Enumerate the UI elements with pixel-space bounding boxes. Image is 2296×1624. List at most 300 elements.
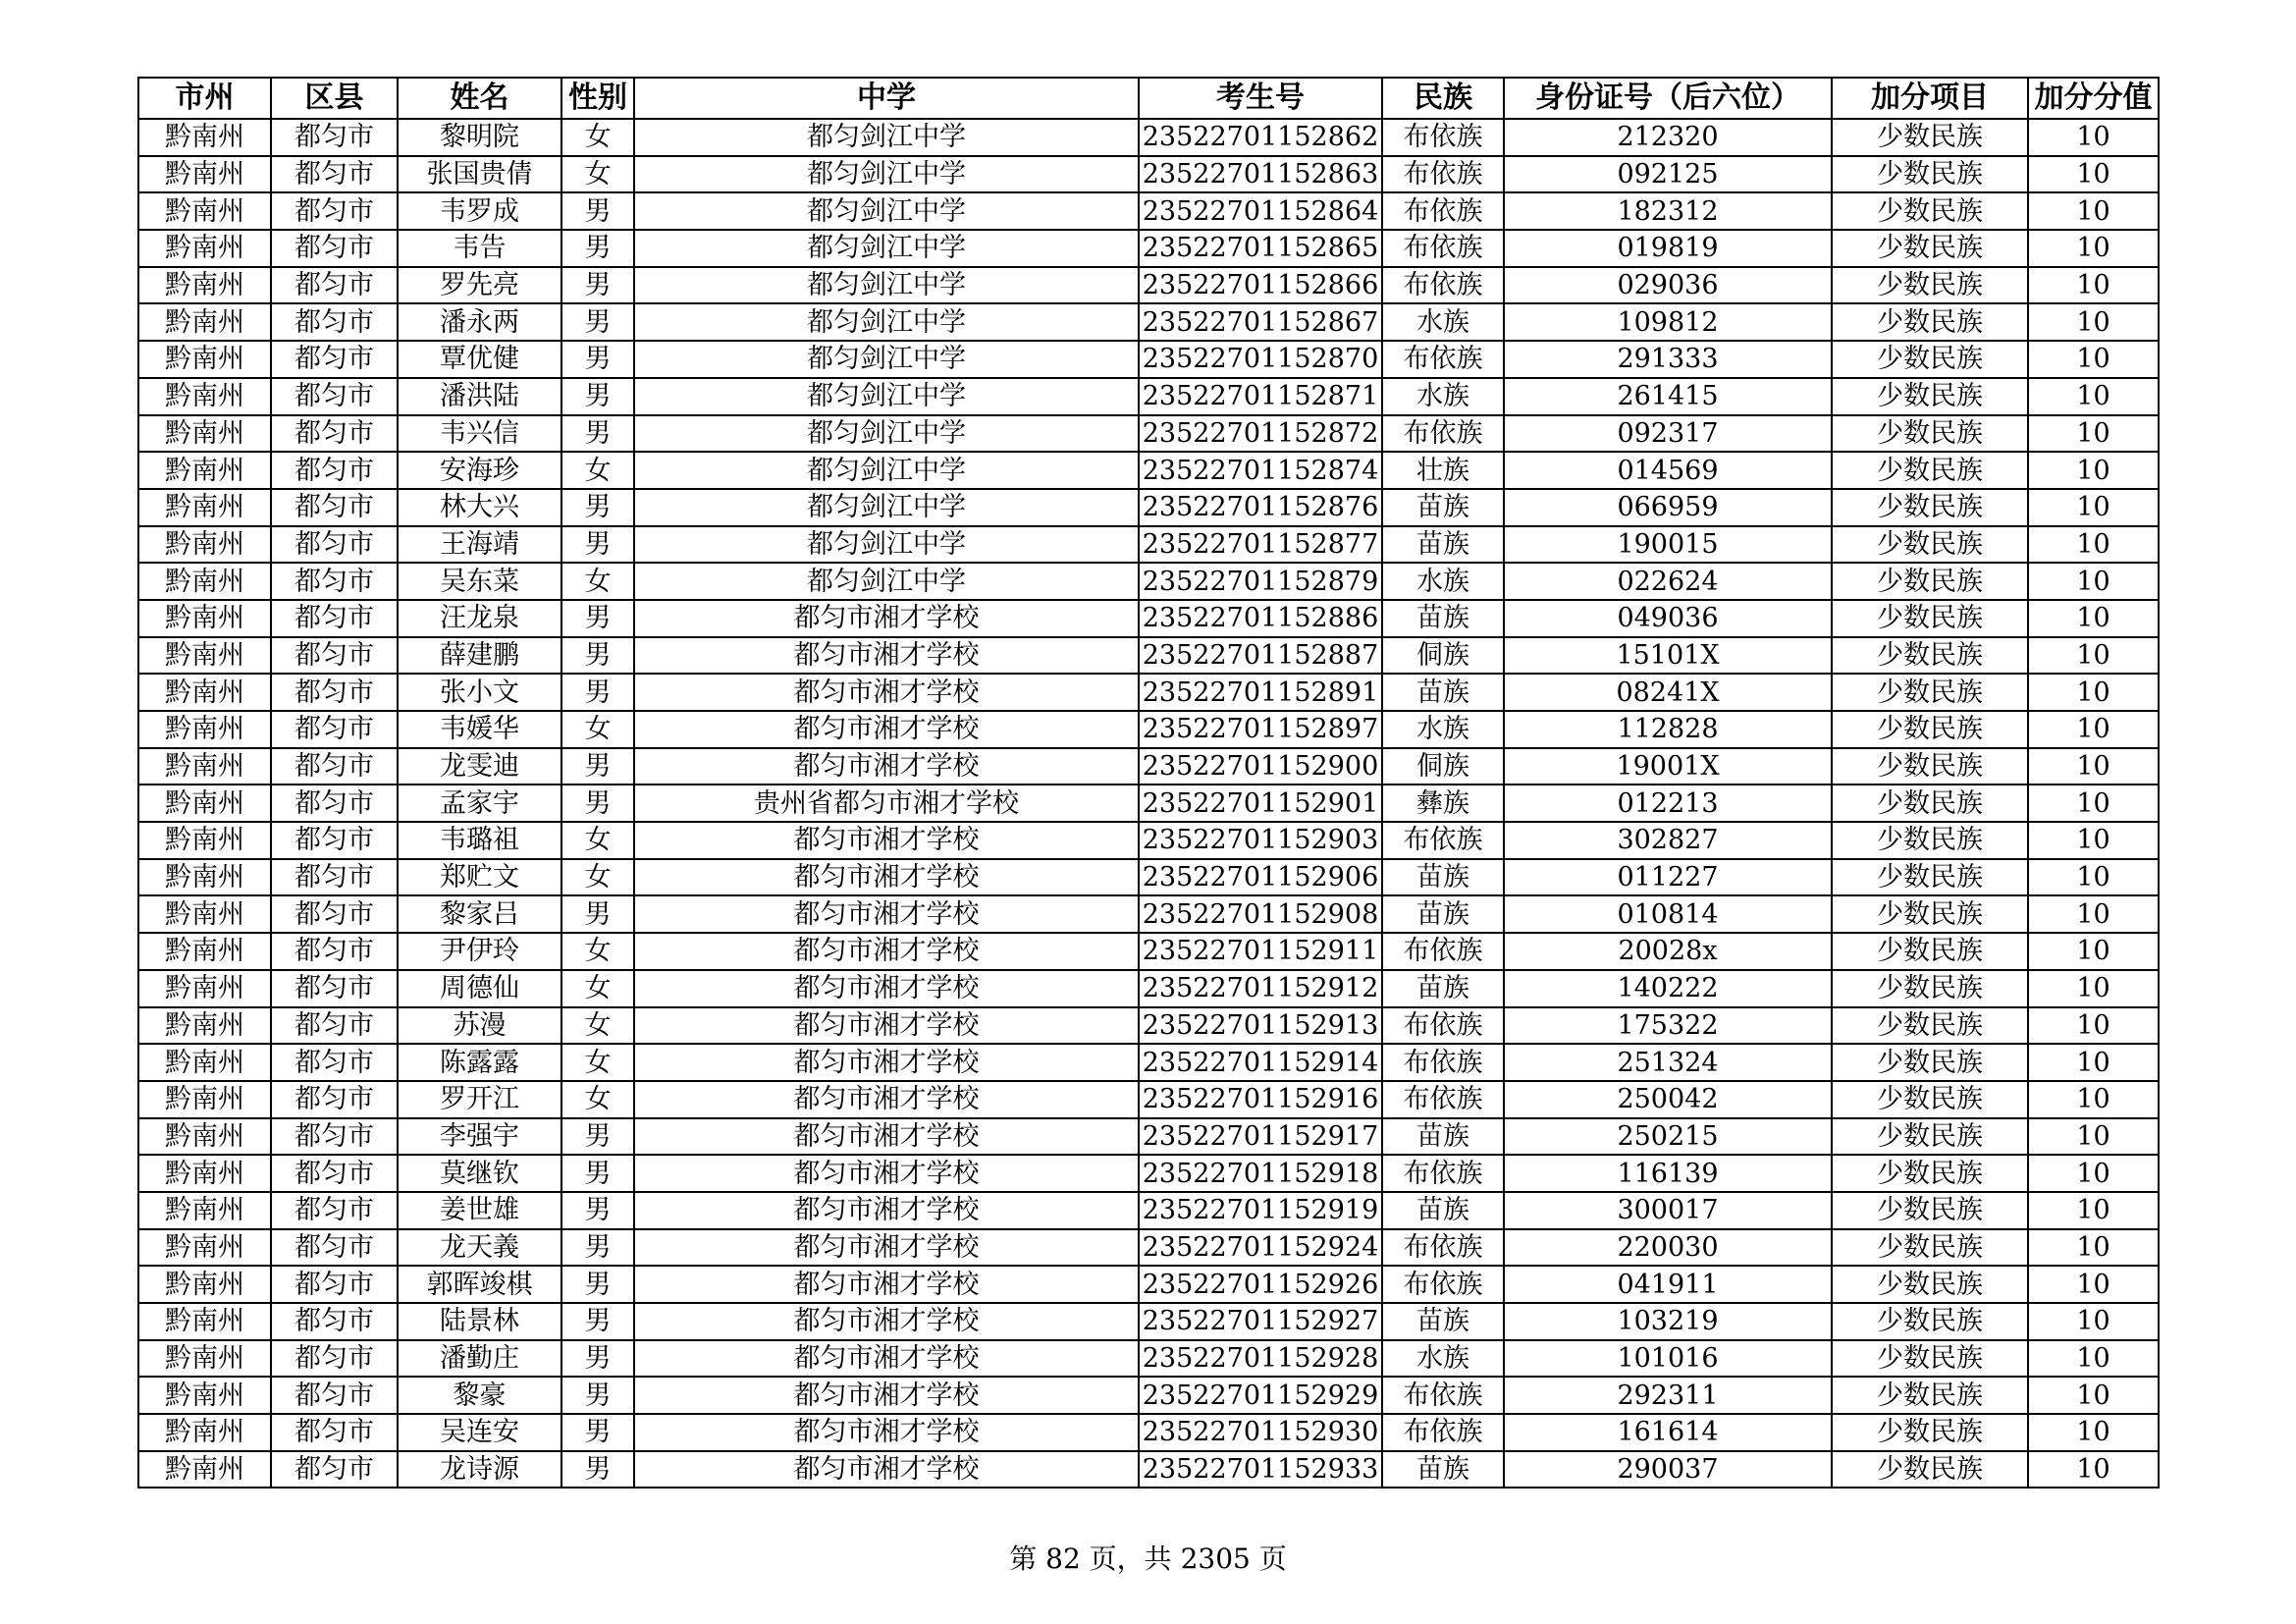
city-cell: 黔南州 — [138, 452, 271, 489]
bonus-value-cell: 10 — [2028, 1340, 2159, 1378]
city-cell: 黔南州 — [138, 785, 271, 822]
table-row — [138, 1118, 2159, 1156]
district-cell: 都匀市 — [271, 785, 398, 822]
ethnicity-cell: 水族 — [1382, 378, 1504, 415]
district-cell: 都匀市 — [271, 1007, 398, 1045]
gender-cell: 男 — [561, 303, 634, 341]
school-cell: 都匀市湘才学校 — [634, 822, 1139, 859]
bonus-value-cell: 10 — [2028, 1266, 2159, 1303]
school-cell: 都匀剑江中学 — [634, 489, 1139, 526]
table-row — [138, 1266, 2159, 1303]
header-bonus-value: 加分分值 — [2028, 78, 2159, 119]
bonus-item-cell: 少数民族 — [1832, 156, 2028, 193]
school-cell: 都匀剑江中学 — [634, 192, 1139, 230]
school-cell: 都匀市湘才学校 — [634, 970, 1139, 1007]
id-last-six-cell: 041911 — [1504, 1266, 1832, 1303]
gender-cell: 男 — [561, 1414, 634, 1451]
bonus-value-cell: 10 — [2028, 230, 2159, 267]
name-cell: 姜世雄 — [398, 1192, 561, 1229]
district-cell: 都匀市 — [271, 267, 398, 304]
school-cell: 都匀剑江中学 — [634, 156, 1139, 193]
id-last-six-cell: 291333 — [1504, 341, 1832, 378]
name-cell: 龙雯迪 — [398, 748, 561, 785]
header-city: 市州 — [138, 78, 271, 119]
gender-cell: 女 — [561, 933, 634, 970]
bonus-value-cell: 10 — [2028, 933, 2159, 970]
district-cell: 都匀市 — [271, 1229, 398, 1267]
id-last-six-cell: 212320 — [1504, 119, 1832, 156]
exam-number-cell: 23522701152918 — [1139, 1155, 1382, 1192]
bonus-item-cell: 少数民族 — [1832, 192, 2028, 230]
district-cell: 都匀市 — [271, 415, 398, 453]
bonus-item-cell: 少数民族 — [1832, 1155, 2028, 1192]
bonus-value-cell: 10 — [2028, 895, 2159, 933]
bonus-value-cell: 10 — [2028, 1377, 2159, 1414]
bonus-item-cell: 少数民族 — [1832, 1377, 2028, 1414]
name-cell: 莫继钦 — [398, 1155, 561, 1192]
city-cell: 黔南州 — [138, 822, 271, 859]
district-cell: 都匀市 — [271, 674, 398, 711]
exam-number-cell: 23522701152930 — [1139, 1414, 1382, 1451]
id-last-six-cell: 190015 — [1504, 526, 1832, 564]
city-cell: 黔南州 — [138, 1081, 271, 1118]
gender-cell: 男 — [561, 526, 634, 564]
city-cell: 黔南州 — [138, 1229, 271, 1267]
city-cell: 黔南州 — [138, 1414, 271, 1451]
id-last-six-cell: 116139 — [1504, 1155, 1832, 1192]
district-cell: 都匀市 — [271, 1266, 398, 1303]
table-row — [138, 933, 2159, 970]
city-cell: 黔南州 — [138, 674, 271, 711]
table-row — [138, 1007, 2159, 1045]
name-cell: 周德仙 — [398, 970, 561, 1007]
id-last-six-cell: 011227 — [1504, 859, 1832, 896]
ethnicity-cell: 侗族 — [1382, 748, 1504, 785]
header-school: 中学 — [634, 78, 1139, 119]
exam-number-cell: 23522701152933 — [1139, 1451, 1382, 1489]
gender-cell: 男 — [561, 1451, 634, 1489]
bonus-value-cell: 10 — [2028, 711, 2159, 748]
bonus-value-cell: 10 — [2028, 1155, 2159, 1192]
exam-number-cell: 23522701152911 — [1139, 933, 1382, 970]
bonus-value-cell: 10 — [2028, 1229, 2159, 1267]
gender-cell: 男 — [561, 748, 634, 785]
table-row — [138, 1155, 2159, 1192]
gender-cell: 女 — [561, 822, 634, 859]
table-row — [138, 341, 2159, 378]
district-cell: 都匀市 — [271, 489, 398, 526]
header-district: 区县 — [271, 78, 398, 119]
table-row — [138, 1451, 2159, 1489]
bonus-item-cell: 少数民族 — [1832, 600, 2028, 637]
bonus-value-cell: 10 — [2028, 192, 2159, 230]
exam-number-cell: 23522701152912 — [1139, 970, 1382, 1007]
district-cell: 都匀市 — [271, 1377, 398, 1414]
city-cell: 黔南州 — [138, 859, 271, 896]
header-id-last-six: 身份证号（后六位） — [1504, 78, 1832, 119]
name-cell: 韦媛华 — [398, 711, 561, 748]
district-cell: 都匀市 — [271, 1118, 398, 1156]
school-cell: 都匀市湘才学校 — [634, 674, 1139, 711]
school-cell: 都匀市湘才学校 — [634, 637, 1139, 675]
gender-cell: 女 — [561, 1081, 634, 1118]
table-row — [138, 895, 2159, 933]
gender-cell: 女 — [561, 711, 634, 748]
gender-cell: 女 — [561, 563, 634, 600]
bonus-value-cell: 10 — [2028, 156, 2159, 193]
ethnicity-cell: 苗族 — [1382, 970, 1504, 1007]
city-cell: 黔南州 — [138, 378, 271, 415]
ethnicity-cell: 苗族 — [1382, 526, 1504, 564]
district-cell: 都匀市 — [271, 119, 398, 156]
id-last-six-cell: 101016 — [1504, 1340, 1832, 1378]
gender-cell: 男 — [561, 1266, 634, 1303]
ethnicity-cell: 布依族 — [1382, 1155, 1504, 1192]
ethnicity-cell: 布依族 — [1382, 156, 1504, 193]
bonus-item-cell: 少数民族 — [1832, 970, 2028, 1007]
id-last-six-cell: 292311 — [1504, 1377, 1832, 1414]
id-last-six-cell: 092317 — [1504, 415, 1832, 453]
ethnicity-cell: 布依族 — [1382, 1007, 1504, 1045]
header-exam-number: 考生号 — [1139, 78, 1382, 119]
bonus-value-cell: 10 — [2028, 563, 2159, 600]
table-row — [138, 192, 2159, 230]
district-cell: 都匀市 — [271, 1303, 398, 1340]
bonus-item-cell: 少数民族 — [1832, 415, 2028, 453]
exam-number-cell: 23522701152872 — [1139, 415, 1382, 453]
name-cell: 黎家吕 — [398, 895, 561, 933]
name-cell: 安海珍 — [398, 452, 561, 489]
bonus-item-cell: 少数民族 — [1832, 1414, 2028, 1451]
district-cell: 都匀市 — [271, 303, 398, 341]
name-cell: 潘洪陆 — [398, 378, 561, 415]
district-cell: 都匀市 — [271, 563, 398, 600]
name-cell: 张国贵倩 — [398, 156, 561, 193]
school-cell: 都匀剑江中学 — [634, 230, 1139, 267]
city-cell: 黔南州 — [138, 230, 271, 267]
ethnicity-cell: 苗族 — [1382, 674, 1504, 711]
district-cell: 都匀市 — [271, 859, 398, 896]
name-cell: 陈露露 — [398, 1044, 561, 1081]
exam-number-cell: 23522701152901 — [1139, 785, 1382, 822]
ethnicity-cell: 布依族 — [1382, 1044, 1504, 1081]
ethnicity-cell: 苗族 — [1382, 489, 1504, 526]
id-last-six-cell: 029036 — [1504, 267, 1832, 304]
name-cell: 龙诗源 — [398, 1451, 561, 1489]
bonus-item-cell: 少数民族 — [1832, 303, 2028, 341]
city-cell: 黔南州 — [138, 748, 271, 785]
bonus-points-table — [137, 77, 2160, 1489]
school-cell: 都匀市湘才学校 — [634, 895, 1139, 933]
district-cell: 都匀市 — [271, 1451, 398, 1489]
exam-number-cell: 23522701152864 — [1139, 192, 1382, 230]
ethnicity-cell: 布依族 — [1382, 341, 1504, 378]
city-cell: 黔南州 — [138, 1451, 271, 1489]
id-last-six-cell: 08241X — [1504, 674, 1832, 711]
gender-cell: 女 — [561, 1044, 634, 1081]
gender-cell: 男 — [561, 600, 634, 637]
bonus-item-cell: 少数民族 — [1832, 526, 2028, 564]
id-last-six-cell: 010814 — [1504, 895, 1832, 933]
name-cell: 吴东菜 — [398, 563, 561, 600]
gender-cell: 男 — [561, 378, 634, 415]
bonus-item-cell: 少数民族 — [1832, 341, 2028, 378]
school-cell: 都匀市湘才学校 — [634, 1229, 1139, 1267]
bonus-item-cell: 少数民族 — [1832, 1451, 2028, 1489]
ethnicity-cell: 水族 — [1382, 1340, 1504, 1378]
city-cell: 黔南州 — [138, 341, 271, 378]
bonus-value-cell: 10 — [2028, 415, 2159, 453]
exam-number-cell: 23522701152913 — [1139, 1007, 1382, 1045]
district-cell: 都匀市 — [271, 156, 398, 193]
name-cell: 李强宇 — [398, 1118, 561, 1156]
table-row — [138, 1303, 2159, 1340]
gender-cell: 男 — [561, 674, 634, 711]
bonus-item-cell: 少数民族 — [1832, 1266, 2028, 1303]
table-row — [138, 378, 2159, 415]
bonus-item-cell: 少数民族 — [1832, 1007, 2028, 1045]
bonus-item-cell: 少数民族 — [1832, 1192, 2028, 1229]
district-cell: 都匀市 — [271, 526, 398, 564]
exam-number-cell: 23522701152928 — [1139, 1340, 1382, 1378]
city-cell: 黔南州 — [138, 1303, 271, 1340]
table-row — [138, 489, 2159, 526]
name-cell: 薛建鹏 — [398, 637, 561, 675]
exam-number-cell: 23522701152862 — [1139, 119, 1382, 156]
name-cell: 尹伊玲 — [398, 933, 561, 970]
school-cell: 都匀市湘才学校 — [634, 600, 1139, 637]
city-cell: 黔南州 — [138, 1266, 271, 1303]
city-cell: 黔南州 — [138, 1155, 271, 1192]
table-row — [138, 748, 2159, 785]
city-cell: 黔南州 — [138, 711, 271, 748]
bonus-value-cell: 10 — [2028, 378, 2159, 415]
city-cell: 黔南州 — [138, 119, 271, 156]
gender-cell: 女 — [561, 1007, 634, 1045]
table-row — [138, 711, 2159, 748]
bonus-value-cell: 10 — [2028, 341, 2159, 378]
bonus-item-cell: 少数民族 — [1832, 933, 2028, 970]
bonus-item-cell: 少数民族 — [1832, 711, 2028, 748]
bonus-value-cell: 10 — [2028, 119, 2159, 156]
name-cell: 罗开江 — [398, 1081, 561, 1118]
name-cell: 张小文 — [398, 674, 561, 711]
table-row — [138, 1377, 2159, 1414]
school-cell: 都匀市湘才学校 — [634, 748, 1139, 785]
exam-number-cell: 23522701152919 — [1139, 1192, 1382, 1229]
district-cell: 都匀市 — [271, 341, 398, 378]
ethnicity-cell: 壮族 — [1382, 452, 1504, 489]
bonus-value-cell: 10 — [2028, 600, 2159, 637]
name-cell: 黎豪 — [398, 1377, 561, 1414]
bonus-item-cell: 少数民族 — [1832, 822, 2028, 859]
id-last-six-cell: 182312 — [1504, 192, 1832, 230]
table-row — [138, 1340, 2159, 1378]
table-header-row — [138, 78, 2159, 119]
ethnicity-cell: 水族 — [1382, 711, 1504, 748]
gender-cell: 男 — [561, 1118, 634, 1156]
gender-cell: 女 — [561, 156, 634, 193]
school-cell: 都匀市湘才学校 — [634, 711, 1139, 748]
city-cell: 黔南州 — [138, 267, 271, 304]
bonus-item-cell: 少数民族 — [1832, 895, 2028, 933]
bonus-value-cell: 10 — [2028, 748, 2159, 785]
bonus-value-cell: 10 — [2028, 1044, 2159, 1081]
bonus-item-cell: 少数民族 — [1832, 119, 2028, 156]
exam-number-cell: 23522701152924 — [1139, 1229, 1382, 1267]
id-last-six-cell: 20028x — [1504, 933, 1832, 970]
bonus-value-cell: 10 — [2028, 1118, 2159, 1156]
ethnicity-cell: 苗族 — [1382, 600, 1504, 637]
id-last-six-cell: 15101X — [1504, 637, 1832, 675]
header-gender: 性别 — [561, 78, 634, 119]
ethnicity-cell: 苗族 — [1382, 1303, 1504, 1340]
exam-number-cell: 23522701152891 — [1139, 674, 1382, 711]
table-row — [138, 230, 2159, 267]
id-last-six-cell: 103219 — [1504, 1303, 1832, 1340]
name-cell: 潘永两 — [398, 303, 561, 341]
gender-cell: 男 — [561, 341, 634, 378]
ethnicity-cell: 布依族 — [1382, 119, 1504, 156]
bonus-value-cell: 10 — [2028, 526, 2159, 564]
exam-number-cell: 23522701152886 — [1139, 600, 1382, 637]
exam-number-cell: 23522701152917 — [1139, 1118, 1382, 1156]
exam-number-cell: 23522701152897 — [1139, 711, 1382, 748]
bonus-item-cell: 少数民族 — [1832, 378, 2028, 415]
name-cell: 郭晖竣棋 — [398, 1266, 561, 1303]
name-cell: 潘勤庄 — [398, 1340, 561, 1378]
table-row — [138, 119, 2159, 156]
school-cell: 都匀市湘才学校 — [634, 1266, 1139, 1303]
name-cell: 罗先亮 — [398, 267, 561, 304]
ethnicity-cell: 苗族 — [1382, 859, 1504, 896]
district-cell: 都匀市 — [271, 192, 398, 230]
table-row — [138, 156, 2159, 193]
name-cell: 王海靖 — [398, 526, 561, 564]
gender-cell: 女 — [561, 452, 634, 489]
table-row — [138, 1229, 2159, 1267]
gender-cell: 男 — [561, 1229, 634, 1267]
bonus-item-cell: 少数民族 — [1832, 1340, 2028, 1378]
table-row — [138, 1192, 2159, 1229]
district-cell: 都匀市 — [271, 452, 398, 489]
name-cell: 黎明院 — [398, 119, 561, 156]
ethnicity-cell: 布依族 — [1382, 267, 1504, 304]
name-cell: 韦兴信 — [398, 415, 561, 453]
city-cell: 黔南州 — [138, 563, 271, 600]
bonus-item-cell: 少数民族 — [1832, 1118, 2028, 1156]
city-cell: 黔南州 — [138, 637, 271, 675]
ethnicity-cell: 布依族 — [1382, 933, 1504, 970]
city-cell: 黔南州 — [138, 1007, 271, 1045]
bonus-item-cell: 少数民族 — [1832, 489, 2028, 526]
bonus-value-cell: 10 — [2028, 1303, 2159, 1340]
name-cell: 陆景林 — [398, 1303, 561, 1340]
school-cell: 都匀剑江中学 — [634, 303, 1139, 341]
table-row — [138, 822, 2159, 859]
bonus-item-cell: 少数民族 — [1832, 859, 2028, 896]
bonus-value-cell: 10 — [2028, 452, 2159, 489]
id-last-six-cell: 092125 — [1504, 156, 1832, 193]
city-cell: 黔南州 — [138, 895, 271, 933]
table-body — [138, 119, 2159, 1488]
exam-number-cell: 23522701152863 — [1139, 156, 1382, 193]
school-cell: 都匀剑江中学 — [634, 267, 1139, 304]
district-cell: 都匀市 — [271, 1414, 398, 1451]
name-cell: 覃优健 — [398, 341, 561, 378]
id-last-six-cell: 220030 — [1504, 1229, 1832, 1267]
bonus-value-cell: 10 — [2028, 1007, 2159, 1045]
bonus-item-cell: 少数民族 — [1832, 452, 2028, 489]
gender-cell: 男 — [561, 1340, 634, 1378]
school-cell: 都匀剑江中学 — [634, 563, 1139, 600]
ethnicity-cell: 布依族 — [1382, 1414, 1504, 1451]
bonus-value-cell: 10 — [2028, 267, 2159, 304]
ethnicity-cell: 布依族 — [1382, 822, 1504, 859]
table-row — [138, 600, 2159, 637]
gender-cell: 男 — [561, 267, 634, 304]
exam-number-cell: 23522701152865 — [1139, 230, 1382, 267]
school-cell: 都匀市湘才学校 — [634, 1044, 1139, 1081]
school-cell: 都匀市湘才学校 — [634, 1155, 1139, 1192]
district-cell: 都匀市 — [271, 711, 398, 748]
table-row — [138, 303, 2159, 341]
exam-number-cell: 23522701152887 — [1139, 637, 1382, 675]
table-row — [138, 859, 2159, 896]
exam-number-cell: 23522701152874 — [1139, 452, 1382, 489]
name-cell: 孟家宇 — [398, 785, 561, 822]
header-ethnicity: 民族 — [1382, 78, 1504, 119]
gender-cell: 女 — [561, 119, 634, 156]
city-cell: 黔南州 — [138, 933, 271, 970]
school-cell: 都匀市湘才学校 — [634, 1081, 1139, 1118]
ethnicity-cell: 水族 — [1382, 303, 1504, 341]
exam-number-cell: 23522701152900 — [1139, 748, 1382, 785]
exam-number-cell: 23522701152906 — [1139, 859, 1382, 896]
city-cell: 黔南州 — [138, 1340, 271, 1378]
district-cell: 都匀市 — [271, 1155, 398, 1192]
bonus-item-cell: 少数民族 — [1832, 785, 2028, 822]
ethnicity-cell: 布依族 — [1382, 1377, 1504, 1414]
city-cell: 黔南州 — [138, 156, 271, 193]
id-last-six-cell: 300017 — [1504, 1192, 1832, 1229]
school-cell: 都匀市湘才学校 — [634, 1451, 1139, 1489]
bonus-item-cell: 少数民族 — [1832, 674, 2028, 711]
ethnicity-cell: 侗族 — [1382, 637, 1504, 675]
bonus-value-cell: 10 — [2028, 1081, 2159, 1118]
ethnicity-cell: 布依族 — [1382, 1081, 1504, 1118]
exam-number-cell: 23522701152871 — [1139, 378, 1382, 415]
name-cell: 韦璐祖 — [398, 822, 561, 859]
gender-cell: 男 — [561, 192, 634, 230]
id-last-six-cell: 049036 — [1504, 600, 1832, 637]
ethnicity-cell: 苗族 — [1382, 1118, 1504, 1156]
school-cell: 都匀市湘才学校 — [634, 1007, 1139, 1045]
table-row — [138, 785, 2159, 822]
name-cell: 龙天義 — [398, 1229, 561, 1267]
bonus-item-cell: 少数民族 — [1832, 1081, 2028, 1118]
bonus-value-cell: 10 — [2028, 1414, 2159, 1451]
district-cell: 都匀市 — [271, 1081, 398, 1118]
name-cell: 林大兴 — [398, 489, 561, 526]
id-last-six-cell: 175322 — [1504, 1007, 1832, 1045]
district-cell: 都匀市 — [271, 895, 398, 933]
gender-cell: 男 — [561, 230, 634, 267]
school-cell: 都匀市湘才学校 — [634, 859, 1139, 896]
id-last-six-cell: 140222 — [1504, 970, 1832, 1007]
exam-number-cell: 23522701152916 — [1139, 1081, 1382, 1118]
table-row — [138, 563, 2159, 600]
